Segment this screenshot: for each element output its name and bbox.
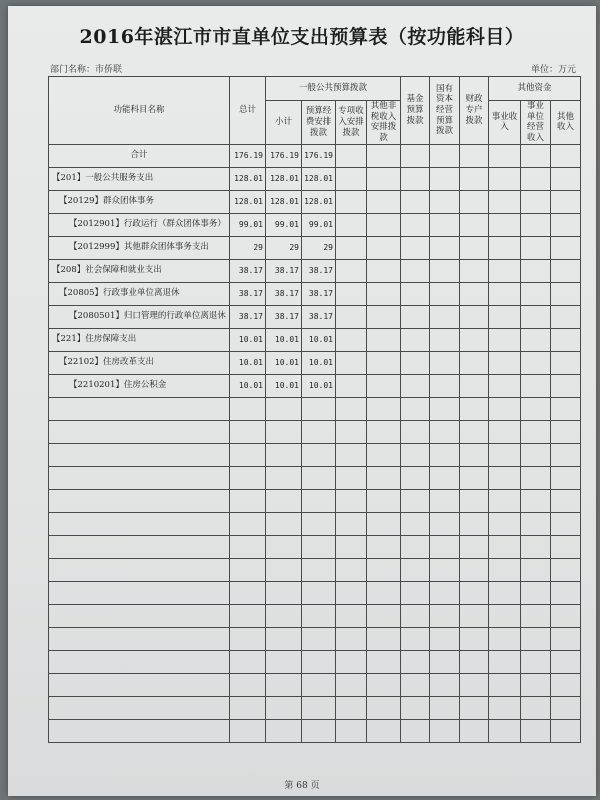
row-budget: 128.01 <box>302 190 336 213</box>
empty-table-row <box>49 627 581 650</box>
row-total: 38.17 <box>230 259 266 282</box>
row-name: 【2080501】归口管理的行政单位离退休 <box>49 305 230 328</box>
empty-table-row <box>49 512 581 535</box>
table-row <box>49 374 581 397</box>
row-name: 【201】一般公共服务支出 <box>49 167 230 190</box>
row-name: 【2012901】行政运行（群众团体事务） <box>49 213 230 236</box>
row-name: 【20805】行政事业单位离退休 <box>49 282 230 305</box>
row-name: 【22102】住房改革支出 <box>49 351 230 374</box>
header-fiscal-special: 财政专户拨款 <box>460 77 489 145</box>
row-total: 128.01 <box>230 190 266 213</box>
row-name: 【221】住房保障支出 <box>49 328 230 351</box>
row-subtotal: 10.01 <box>266 351 302 374</box>
row-budget: 10.01 <box>302 374 336 397</box>
header-total: 总计 <box>230 77 266 145</box>
document-title: 2016年湛江市市直单位支出预算表（按功能科目） <box>79 26 525 48</box>
page-number: 第 68 页 <box>284 781 320 791</box>
header-special-income: 专项收入安排拨款 <box>336 101 367 145</box>
row-subtotal: 10.01 <box>266 374 302 397</box>
row-name: 【2012999】其他群众团体事务支出 <box>49 236 230 259</box>
header-state-capital: 国有资本经营预算拨款 <box>430 77 460 145</box>
department-name: 部门名称：市侨联 <box>50 65 123 75</box>
header-general-budget: 一般公共预算拨款 <box>266 77 401 101</box>
header-fund-budget: 基金预算拨款 <box>401 77 430 145</box>
row-subtotal: 128.01 <box>266 167 302 190</box>
row-budget: 128.01 <box>302 167 336 190</box>
row-total: 29 <box>230 236 266 259</box>
header-budget-funds: 预算经费安排拨款 <box>302 101 336 145</box>
row-subtotal: 99.01 <box>266 213 302 236</box>
table-row <box>49 259 581 282</box>
row-budget: 29 <box>302 236 336 259</box>
row-total: 99.01 <box>230 213 266 236</box>
row-subtotal: 128.01 <box>266 190 302 213</box>
table-row <box>49 167 581 190</box>
empty-table-row <box>49 489 581 512</box>
header-other-income: 其他收入 <box>551 101 581 145</box>
row-budget: 38.17 <box>302 259 336 282</box>
row-budget: 38.17 <box>302 282 336 305</box>
row-total: 176.19 <box>230 144 266 167</box>
row-total: 10.01 <box>230 374 266 397</box>
header-business-income: 事业收入 <box>489 101 521 145</box>
row-total: 128.01 <box>230 167 266 190</box>
row-name: 【20129】群众团体事务 <box>49 190 230 213</box>
table-row <box>49 144 581 167</box>
row-name: 合计 <box>49 144 230 167</box>
row-subtotal: 10.01 <box>266 328 302 351</box>
row-subtotal: 38.17 <box>266 259 302 282</box>
header-unit-operating-income: 事业单位经营收入 <box>521 101 551 145</box>
empty-table-row <box>49 420 581 443</box>
unit-label: 单位：万元 <box>530 65 576 75</box>
empty-table-row <box>49 719 581 742</box>
empty-table-row <box>49 535 581 558</box>
empty-table-row <box>49 466 581 489</box>
row-subtotal: 176.19 <box>266 144 302 167</box>
table-row <box>49 328 581 351</box>
empty-table-row <box>49 673 581 696</box>
row-total: 10.01 <box>230 351 266 374</box>
row-budget: 10.01 <box>302 351 336 374</box>
empty-table-row <box>49 443 581 466</box>
empty-table-row <box>49 558 581 581</box>
row-budget: 176.19 <box>302 144 336 167</box>
row-subtotal: 38.17 <box>266 282 302 305</box>
table-row <box>49 190 581 213</box>
row-budget: 99.01 <box>302 213 336 236</box>
row-budget: 38.17 <box>302 305 336 328</box>
table-row <box>49 351 581 374</box>
row-name: 【2210201】住房公积金 <box>49 374 230 397</box>
row-budget: 10.01 <box>302 328 336 351</box>
header-other-funds: 其他资金 <box>489 77 581 101</box>
table-row <box>49 213 581 236</box>
row-total: 38.17 <box>230 282 266 305</box>
header-subtotal: 小计 <box>266 101 302 145</box>
header-other-nontax: 其他非税收入安排拨款 <box>367 101 401 145</box>
document-page <box>8 6 596 796</box>
empty-table-row <box>49 696 581 719</box>
empty-table-row <box>49 650 581 673</box>
row-total: 10.01 <box>230 328 266 351</box>
empty-rows <box>49 397 581 742</box>
empty-table-row <box>49 604 581 627</box>
table-row <box>49 236 581 259</box>
empty-table-row <box>49 581 581 604</box>
budget-table <box>48 76 581 743</box>
table-row <box>49 305 581 328</box>
row-subtotal: 38.17 <box>266 305 302 328</box>
row-subtotal: 29 <box>266 236 302 259</box>
table-row <box>49 282 581 305</box>
row-total: 38.17 <box>230 305 266 328</box>
row-name: 【208】社会保障和就业支出 <box>49 259 230 282</box>
empty-table-row <box>49 397 581 420</box>
header-func-name: 功能科目名称 <box>49 77 230 145</box>
